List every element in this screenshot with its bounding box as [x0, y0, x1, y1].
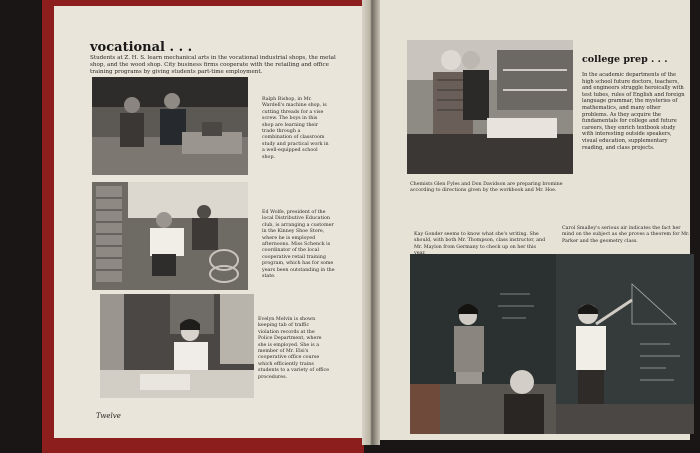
- book-gutter: [362, 0, 380, 445]
- college-prep-heading: college prep . . .: [582, 54, 668, 65]
- geometry-photo: [556, 254, 694, 434]
- caption-shoe-store: Ed Wolfe, president of the local Distributive Education club, is arranging a customer in the Kinney Shoe Store, where he is employed afternoons. Miss Schenck is coordinator of the local cooperative retail training program, which has for some years been outstanding in the state.: [262, 210, 335, 280]
- vocational-intro: Students at Z. H. S. learn mechanical arts in the vocational industrial shops, the metal shop, and the wood shop. City business firms cooperate with the retailing and office training programs by giving students part-time employment.: [90, 55, 336, 75]
- page-number: Twelve: [96, 412, 121, 420]
- caption-chemistry: Chemists Glen Fyles and Don Davidson are preparing bromine according to directions given by the workbook and Mr. Hoe.: [410, 182, 563, 194]
- vocational-heading: vocational . . .: [90, 40, 193, 55]
- college-prep-intro: In the academic departments of the high school future doctors, teachers, and engineers struggle heroically with test tubes, rules of English and foreign language grammar, the mysteries of mathematics, and many other problems. As they acquire the fundamentals for college and future careers, they enrich textbook study with interesting outside speakers, visual education, supplementary reading, and class projects.: [582, 72, 685, 151]
- shoe-store-photo: [92, 182, 248, 290]
- caption-machine-shop: Ralph Bishop, in Mr. Wardell's machine shop, is cutting threads for a vise screw. The boys in this shop are learning their trade through a combination of classroom study and practical work in a well-equipped school shop.: [262, 97, 329, 160]
- caption-blackboard: Kay Gonder seems to know what she's writing. She should, with both Mr. Thompson, class instructor, and Mr. Maylon from Germany to check up on her this: [414, 232, 546, 250]
- chemistry-lab-photo: [407, 40, 573, 174]
- caption-geometry: Carol Smalley's serious air indicates the fact her mind on the subject as she proves a theorem for Mr. Parker and the geometry class.: [562, 226, 690, 244]
- caption-police-office: Evelyn Melvin is shown keeping tab of traffic violation records at the Police Department, where she is employed. She is a member of Mr. Elsi's cooperative office course which efficiently trains students to a variety of office procedures.: [258, 317, 330, 380]
- police-office-photo: [100, 294, 254, 398]
- machine-shop-photo: [92, 77, 248, 175]
- blackboard-photo: [410, 254, 556, 434]
